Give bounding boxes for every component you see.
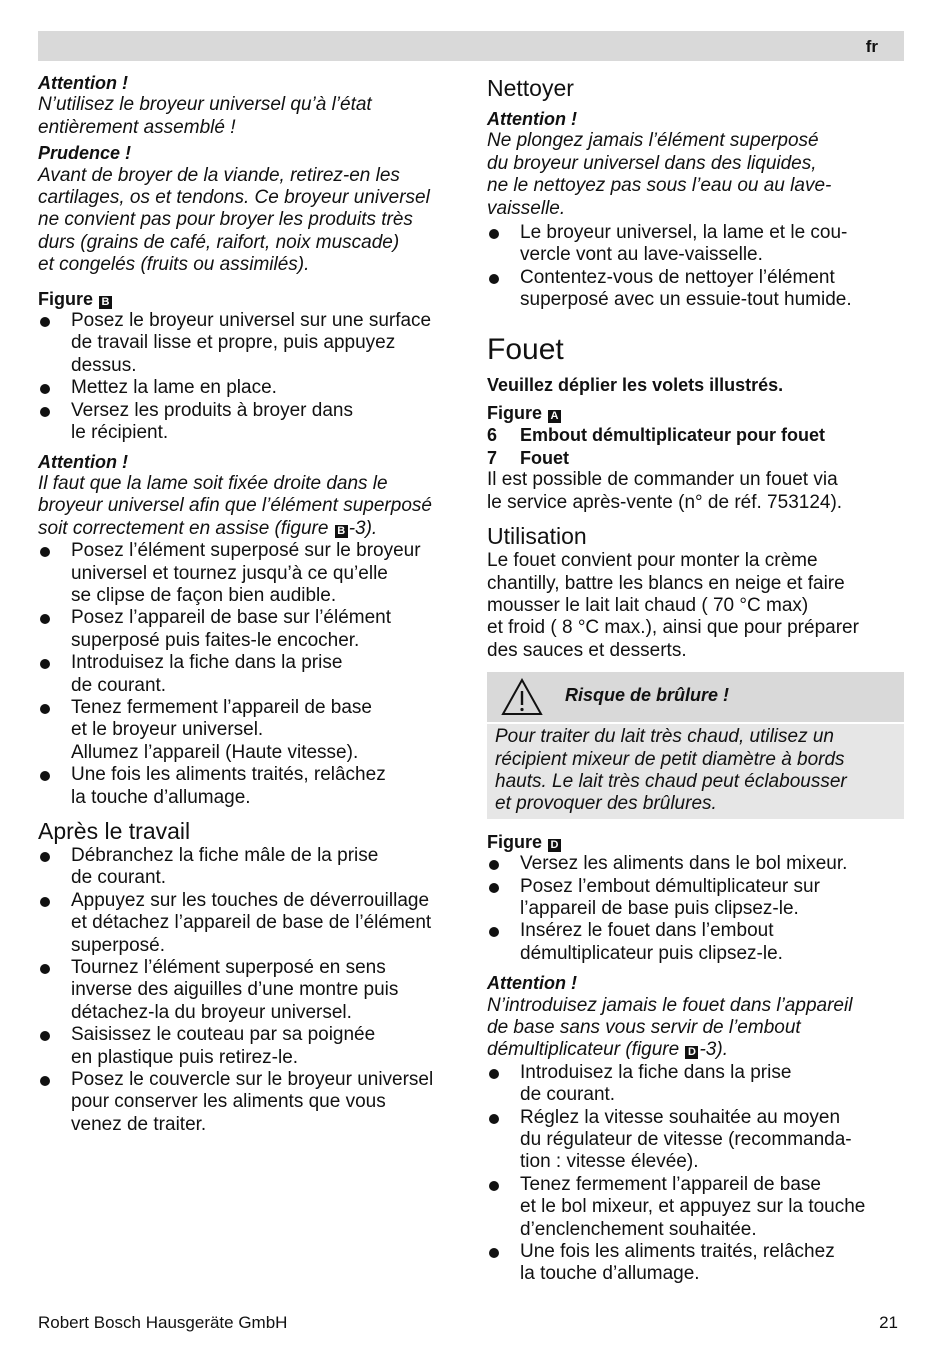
text-line: hauts. Le lait très chaud peut éclabousser bbox=[495, 770, 847, 792]
text-line: le service après-vente (n° de réf. 753124). bbox=[487, 491, 843, 513]
text-line: Il faut que la lame soit fixée droite dans le bbox=[38, 472, 388, 494]
list-item-line: de courant. bbox=[520, 1084, 616, 1106]
list-item-line: Saisissez le couteau par sa poignée bbox=[71, 1024, 376, 1046]
utilisation-text bbox=[487, 550, 907, 662]
list-item-line: la touche d’allumage. bbox=[71, 786, 251, 808]
list-item-line: en plastique puis retirez-le. bbox=[71, 1046, 299, 1068]
bullet-icon bbox=[40, 964, 50, 974]
attention-text-last-line bbox=[487, 1039, 907, 1061]
list-item-line: Posez l’embout démultiplicateur sur bbox=[520, 875, 820, 897]
part-name: Embout démultiplicateur pour fouet bbox=[520, 425, 825, 446]
prudence-label: Prudence ! bbox=[38, 143, 132, 164]
list-item-line: Tenez fermement l’appareil de base bbox=[520, 1173, 822, 1195]
steps-list-operation bbox=[38, 540, 458, 809]
bullet-icon bbox=[40, 1031, 50, 1041]
list-item bbox=[487, 222, 907, 267]
list-item bbox=[487, 1174, 907, 1241]
text-line: vaisselle. bbox=[487, 197, 566, 219]
list-item bbox=[38, 890, 458, 957]
list-item-line: Allumez l’appareil (Haute vitesse). bbox=[71, 741, 359, 763]
right-column bbox=[487, 72, 907, 1286]
bullet-icon bbox=[40, 1076, 50, 1086]
bullet-icon bbox=[40, 317, 50, 327]
list-item-line: tion : vitesse élevée). bbox=[520, 1151, 699, 1173]
list-item-line: universel et tournez jusqu’à ce qu’elle bbox=[71, 562, 388, 584]
attention-text bbox=[38, 473, 458, 518]
text-line: N’utilisez le broyeur universel qu’à l’état bbox=[38, 94, 372, 116]
list-item-line: l’appareil de base puis clipsez-le. bbox=[520, 897, 799, 919]
bullet-icon bbox=[40, 897, 50, 907]
steps-list-assembly bbox=[38, 310, 458, 444]
bullet-icon bbox=[489, 1114, 499, 1124]
list-item-line: et le broyeur universel. bbox=[71, 719, 264, 741]
attention-label: Attention ! bbox=[38, 451, 128, 472]
list-item bbox=[487, 267, 907, 312]
list-item-line: le récipient. bbox=[71, 422, 169, 444]
bullet-icon bbox=[489, 274, 499, 284]
bullet-icon bbox=[489, 927, 499, 937]
list-item-line: du régulateur de vitesse (recommanda- bbox=[520, 1129, 852, 1151]
list-item-line: Versez les produits à broyer dans bbox=[71, 399, 353, 421]
bullet-icon bbox=[489, 1181, 499, 1191]
attention-text bbox=[487, 995, 907, 1040]
list-item-line: détachez-la du broyeur universel. bbox=[71, 1001, 352, 1023]
list-item-line: venez de traiter. bbox=[71, 1113, 207, 1135]
list-item-line: Débranchez la fiche mâle de la prise bbox=[71, 845, 379, 866]
bullet-icon bbox=[489, 1069, 499, 1079]
list-item-line: Tournez l’élément superposé en sens bbox=[71, 957, 386, 979]
language-code: fr bbox=[865, 37, 878, 56]
list-item bbox=[38, 607, 458, 652]
bullet-icon bbox=[40, 659, 50, 669]
list-item-line: Tenez fermement l’appareil de base bbox=[71, 696, 373, 718]
attention-label: Attention ! bbox=[487, 109, 577, 129]
list-item-line: superposé avec un essuie-tout humide. bbox=[520, 289, 852, 311]
attention-text-post: -3). bbox=[348, 517, 378, 539]
text-line: ne le nettoyez pas sous l’eau ou au lave- bbox=[487, 175, 832, 197]
list-item bbox=[487, 1107, 907, 1174]
list-item-line: d’enclenchement souhaitée. bbox=[520, 1218, 757, 1240]
list-item-line: Posez le broyeur universel sur une surface bbox=[71, 310, 432, 332]
text-line: et provoquer des brûlures. bbox=[495, 793, 717, 815]
list-item-line: Introduisez la fiche dans la prise bbox=[520, 1061, 792, 1083]
list-item-line: démultiplicateur puis clipsez-le. bbox=[520, 942, 783, 964]
list-item-line: de travail lisse et propre, puis appuyez bbox=[71, 332, 396, 354]
burn-warning-box bbox=[487, 672, 904, 819]
unfold-instruction: Veuillez déplier les volets illustrés. bbox=[487, 374, 784, 395]
list-item-line: de courant. bbox=[71, 674, 167, 696]
text-line: Avant de broyer de la viande, retirez-en les bbox=[38, 164, 400, 186]
text-line: entièrement assemblé ! bbox=[38, 116, 236, 138]
figure-a-heading bbox=[487, 402, 907, 424]
list-item bbox=[38, 764, 458, 809]
figure-a-badge: A bbox=[548, 410, 561, 423]
list-item-line: superposé puis faites-le encocher. bbox=[71, 629, 360, 651]
list-item bbox=[38, 377, 458, 399]
list-item bbox=[38, 652, 458, 697]
list-item-line: de courant. bbox=[71, 867, 167, 889]
attention-text bbox=[38, 94, 458, 139]
text-line: des sauces et desserts. bbox=[487, 639, 687, 661]
attention-text bbox=[487, 130, 907, 220]
text-line: cartilages, os et tendons. Ce broyeur universel bbox=[38, 187, 430, 209]
part-row bbox=[487, 447, 907, 469]
figure-d-badge: D bbox=[685, 1046, 698, 1059]
service-text bbox=[487, 469, 907, 514]
list-item-line: Versez les aliments dans le bol mixeur. bbox=[520, 853, 848, 875]
section-title-apres: Après le travail bbox=[38, 818, 191, 844]
list-item-line: Réglez la vitesse souhaitée au moyen bbox=[520, 1106, 841, 1128]
list-item-line: Insérez le fouet dans l’embout bbox=[520, 920, 774, 942]
list-item bbox=[487, 1062, 907, 1107]
list-item bbox=[38, 697, 458, 764]
text-line: Ne plongez jamais l’élément superposé bbox=[487, 130, 819, 152]
attention-text-last-line bbox=[38, 518, 458, 540]
figure-label: Figure bbox=[487, 831, 543, 852]
part-name: Fouet bbox=[520, 447, 569, 468]
list-item bbox=[38, 540, 458, 607]
list-item bbox=[38, 845, 458, 890]
text-line: chantilly, battre les blancs en neige et faire bbox=[487, 572, 845, 594]
cleaning-list bbox=[487, 222, 907, 312]
list-item-line: Posez l’appareil de base sur l’élément bbox=[71, 607, 392, 629]
list-item-line: dessus. bbox=[71, 354, 137, 376]
page-number: 21 bbox=[879, 1313, 898, 1332]
list-item-line: Le broyeur universel, la lame et le cou- bbox=[520, 222, 848, 244]
figure-label: Figure bbox=[38, 288, 94, 309]
bullet-icon bbox=[40, 704, 50, 714]
whisk-assembly-list bbox=[487, 853, 907, 965]
bullet-icon bbox=[40, 852, 50, 862]
bullet-icon bbox=[40, 771, 50, 781]
list-item-line: Mettez la lame en place. bbox=[71, 377, 277, 399]
attention-text-pre: démultiplicateur (figure bbox=[487, 1039, 685, 1061]
list-item-line: et le bol mixeur, et appuyez sur la touche bbox=[520, 1196, 866, 1218]
list-item bbox=[38, 400, 458, 445]
text-line: ne convient pas pour broyer les produits très bbox=[38, 209, 413, 231]
steps-list-after-work bbox=[38, 845, 458, 1136]
figure-b-badge: B bbox=[335, 525, 348, 538]
section-title-nettoyer: Nettoyer bbox=[487, 75, 574, 101]
list-item-line: la touche d’allumage. bbox=[520, 1263, 700, 1285]
text-line: récipient mixeur de petit diamètre à bords bbox=[495, 748, 845, 770]
attention-label: Attention ! bbox=[38, 73, 128, 93]
list-item-line: Contentez-vous de nettoyer l’élément bbox=[520, 266, 835, 288]
list-item-line: superposé. bbox=[71, 934, 166, 956]
warning-triangle-icon bbox=[501, 678, 543, 716]
list-item-line: vercle vont au lave-vaisselle. bbox=[520, 244, 763, 266]
text-line: de base sans vous servir de l’embout bbox=[487, 1017, 801, 1038]
list-item bbox=[38, 1024, 458, 1069]
text-line: durs (grains de café, raifort, noix muscade) bbox=[38, 231, 400, 253]
warning-header bbox=[487, 672, 904, 722]
text-line: et froid ( 8 °C max.), ainsi que pour préparer bbox=[487, 617, 859, 639]
list-item bbox=[487, 853, 907, 875]
footer-company: Robert Bosch Hausgeräte GmbH bbox=[38, 1313, 288, 1332]
attention-label: Attention ! bbox=[487, 973, 577, 994]
bullet-icon bbox=[489, 860, 499, 870]
list-item-line: inverse des aiguilles d’une montre puis bbox=[71, 979, 399, 1001]
bullet-icon bbox=[40, 614, 50, 624]
list-item-line: Une fois les aliments traités, relâchez bbox=[71, 764, 386, 786]
list-item bbox=[38, 957, 458, 1024]
language-header-bar bbox=[38, 31, 904, 61]
warning-title: Risque de brûlure ! bbox=[565, 685, 730, 706]
list-item-line: Posez le couvercle sur le broyeur universel bbox=[71, 1069, 434, 1091]
figure-label: Figure bbox=[487, 403, 543, 424]
attention-text-post: -3). bbox=[699, 1039, 728, 1061]
list-item-line: Posez l’élément superposé sur le broyeur bbox=[71, 540, 421, 562]
whisk-operation-list bbox=[487, 1062, 907, 1286]
text-line: Le fouet convient pour monter la crème bbox=[487, 550, 818, 572]
list-item-line: pour conserver les aliments que vous bbox=[71, 1091, 386, 1113]
text-line: du broyeur universel dans des liquides, bbox=[487, 152, 817, 174]
bullet-icon bbox=[489, 1248, 499, 1258]
list-item-line: Appuyez sur les touches de déverrouillage bbox=[71, 889, 430, 911]
text-line: mousser le lait lait chaud ( 70 °C max) bbox=[487, 594, 809, 616]
list-item-line: Une fois les aliments traités, relâchez bbox=[520, 1241, 835, 1263]
text-line: broyeur universel afin que l’élément superposé bbox=[38, 495, 432, 517]
text-line: N’introduisez jamais le fouet dans l’appareil bbox=[487, 994, 853, 1016]
parts-list bbox=[487, 424, 907, 469]
bullet-icon bbox=[40, 407, 50, 417]
attention-text-pre: soit correctement en assise (figure bbox=[38, 517, 334, 539]
figure-b-heading bbox=[38, 288, 458, 310]
warning-text bbox=[487, 722, 904, 819]
list-item bbox=[487, 1241, 907, 1286]
prudence-text bbox=[38, 165, 458, 277]
bullet-icon bbox=[489, 883, 499, 893]
list-item-line: Introduisez la fiche dans la prise bbox=[71, 652, 343, 674]
left-column bbox=[38, 72, 458, 1136]
list-item-line: se clipse de façon bien audible. bbox=[71, 584, 337, 606]
bullet-icon bbox=[489, 229, 499, 239]
list-item-line: et détachez l’appareil de base de l’élément bbox=[71, 912, 432, 934]
list-item bbox=[487, 876, 907, 921]
bullet-icon bbox=[40, 547, 50, 557]
part-number: 6 bbox=[487, 425, 498, 446]
section-title-fouet: Fouet bbox=[487, 332, 564, 366]
part-row bbox=[487, 424, 907, 446]
figure-d-heading bbox=[487, 831, 907, 853]
list-item bbox=[487, 920, 907, 965]
text-line: et congelés (fruits ou assimilés). bbox=[38, 254, 310, 276]
text-line: Pour traiter du lait très chaud, utilisez un bbox=[495, 726, 835, 748]
bullet-icon bbox=[40, 384, 50, 394]
list-item bbox=[38, 1069, 458, 1136]
text-line: Il est possible de commander un fouet via bbox=[487, 469, 838, 491]
figure-d-badge: D bbox=[548, 839, 561, 852]
list-item bbox=[38, 310, 458, 377]
section-title-utilisation: Utilisation bbox=[487, 523, 587, 550]
figure-b-badge: B bbox=[99, 296, 112, 309]
part-number: 7 bbox=[487, 447, 498, 468]
